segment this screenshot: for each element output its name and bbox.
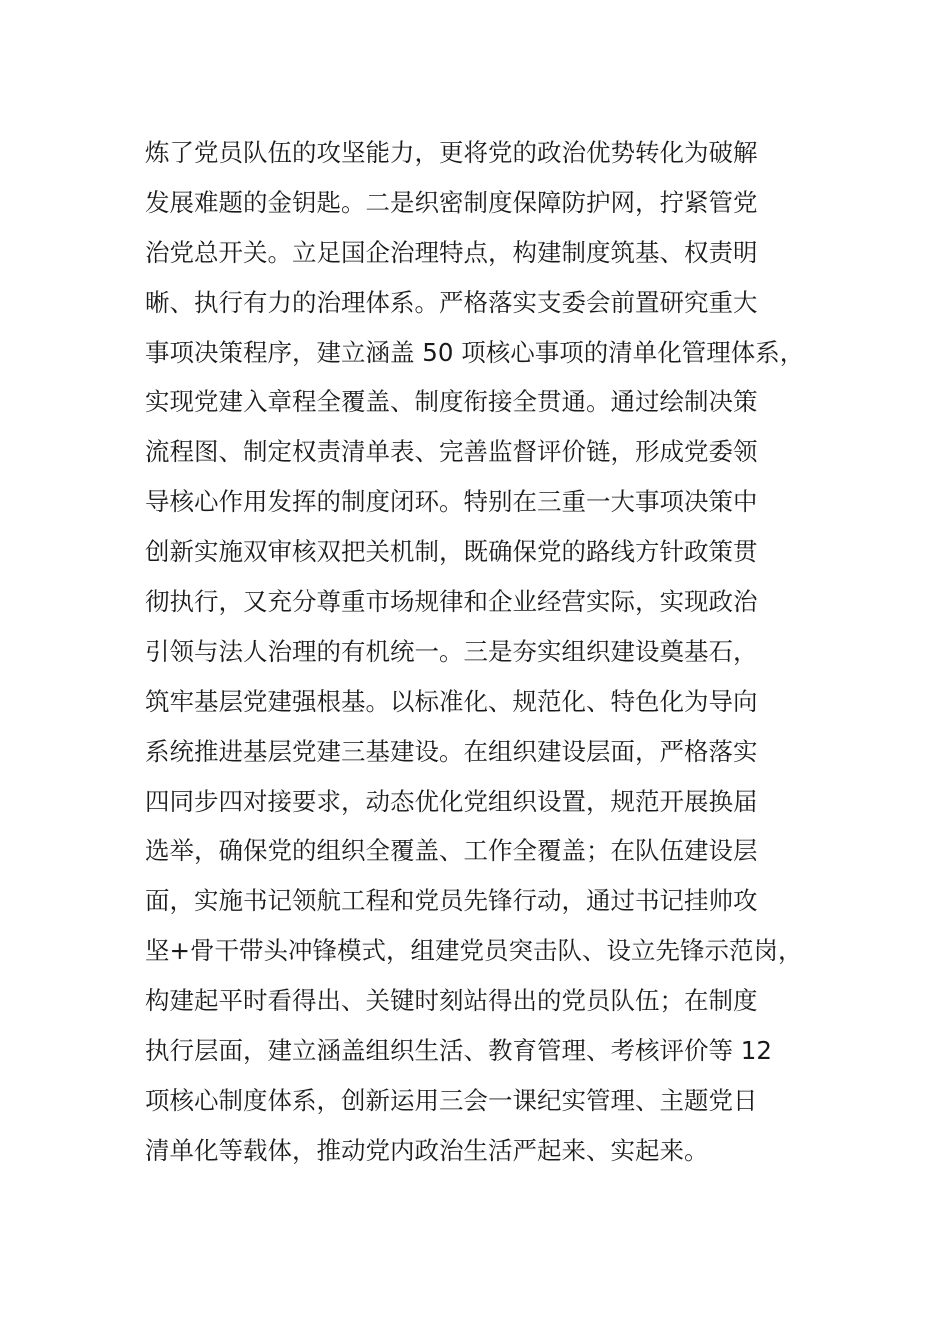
text-line: 晰、执行有力的治理体系。严格落实支委会前置研究重大 (145, 287, 758, 317)
text-line: 发展难题的金钥匙。二是织密制度保障防护网，拧紧管党 (145, 187, 758, 217)
body-paragraph (145, 128, 845, 1176)
text-line: 流程图、制定权责清单表、完善监督评价链，形成党委领 (145, 437, 758, 467)
text-line: 清单化等载体，推动党内政治生活严起来、实起来。 (145, 1135, 709, 1165)
text-line: 执行层面，建立涵盖组织生活、教育管理、考核评价等 12 (145, 1036, 772, 1066)
text-line: 彻执行，又充分尊重市场规律和企业经营实际，实现政治 (145, 587, 758, 617)
text-line: 治党总开关。立足国企治理特点，构建制度筑基、权责明 (145, 237, 758, 267)
text-line: 项核心制度体系，创新运用三会一课纪实管理、主题党日 (145, 1085, 758, 1115)
text-line: 坚+骨干带头冲锋模式，组建党员突击队、设立先锋示范岗， (145, 936, 803, 966)
text-line: 系统推进基层党建三基建设。在组织建设层面，严格落实 (145, 736, 758, 766)
text-line: 引领与法人治理的有机统一。三是夯实组织建设奠基石， (145, 636, 758, 666)
text-line: 创新实施双审核双把关机制，既确保党的路线方针政策贯 (145, 537, 758, 567)
text-line: 选举，确保党的组织全覆盖、工作全覆盖；在队伍建设层 (145, 836, 758, 866)
text-line: 导核心作用发挥的制度闭环。特别在三重一大事项决策中 (145, 487, 758, 517)
text-line: 四同步四对接要求，动态优化党组织设置，规范开展换届 (145, 786, 758, 816)
text-line: 面，实施书记领航工程和党员先锋行动，通过书记挂帅攻 (145, 886, 758, 916)
text-line: 筑牢基层党建强根基。以标准化、规范化、特色化为导向 (145, 686, 758, 716)
text-line: 实现党建入章程全覆盖、制度衔接全贯通。通过绘制决策 (145, 387, 758, 417)
text-line: 事项决策程序，建立涵盖 50 项核心事项的清单化管理体系， (145, 337, 805, 367)
text-line: 构建起平时看得出、关键时刻站得出的党员队伍；在制度 (145, 986, 758, 1016)
text-line: 炼了党员队伍的攻坚能力，更将党的政治优势转化为破解 (145, 138, 758, 167)
